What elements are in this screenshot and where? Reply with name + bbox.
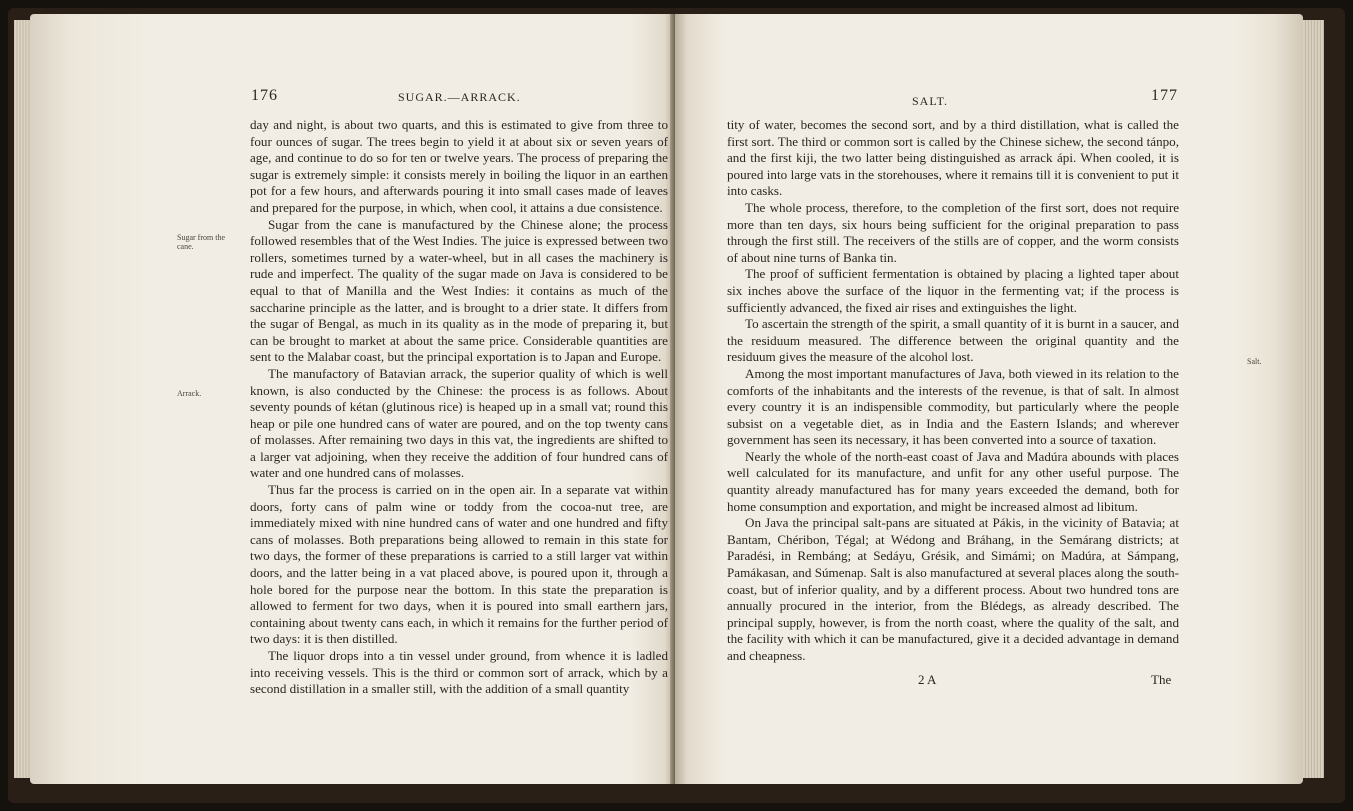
paragraph: The whole process, therefore, to the completion of the first sort, does not require more than ten days, six hours being sufficient for the original preparation to pass through the first still. The receivers of the stills are of copper, and the worm consists of about nine turns of Banka tin. [727, 199, 1179, 265]
right-body-text [727, 117, 1179, 665]
paragraph: On Java the principal salt-pans are situated at Pákis, in the vicinity of Batavia; at Bantam, Chéribon, Tégal; at Wédong and Bráhang, in the Semárang districts; at Paradési, in Rembáng; at Sedáyu, Grésik, and Simámi; on Madúra, at Sámpang, Pamákasan, and Súmenap. Salt is also manufactured at several places along the south-coast, but of inferior quality, and by a different process. About two hundred tons are annually procured in the interior, from the Blédegs, as already described. The principal supply, however, is from the north coast, where the quality of the salt, and the facility with which it can be manufactured, give it a decided advantage in demand and cheapness. [727, 515, 1179, 663]
paragraph: The liquor drops into a tin vessel under ground, from whence it is ladled into receiving vessels. This is the third or common sort of arrack, which by a second distillation in a smaller still, with the addition of a small quantity [250, 648, 668, 697]
paragraph: Among the most important manufactures of Java, both viewed in its relation to the comforts of the inhabitants and the interests of the revenue, is that of salt. In almost every country it is an indispensible commodity, but particularly where the people subsist on a vegetable diet, as in India and the Eastern Islands; and wherever government has seen its necessary, it has been converted into a source of taxation. [727, 365, 1179, 448]
margin-note-sugar: Sugar from the cane. [177, 233, 225, 251]
paragraph: The manufactory of Batavian arrack, the superior quality of which is well known, is also conducted by the Chinese: the process is as follows. About seventy pounds of kétan (glutinous rice) is heaped up in a small vat; round this heap or pile one hundred cans of water are poured, and on the top twenty cans of molasses. After remaining two days in this vat, the ingredients are shifted to a larger vat adjoining, when they receive the addition of four hundred cans of water and one hundred cans of molasses. [250, 365, 668, 481]
right-running-head: SALT. [912, 94, 949, 108]
page-edges-right [1302, 20, 1324, 778]
margin-note-arrack: Arrack. [177, 389, 202, 398]
right-page [675, 14, 1303, 784]
signature-mark: 2 A [918, 672, 937, 687]
paragraph: Thus far the process is carried on in the open air. In a separate vat within doors, forty cans of palm wine or toddy from the cocoa-nut tree, are immediately mixed with nine hundred cans of water and one hundred and fifty cans of molasses. Both preparations being allowed to remain in this state for two days, the former of these preparations is carried to a still larger vat within doors, and the latter being in a vat placed above, is poured upon it, through a hole bored for the purpose near the bottom. In this state the preparation is allowed to ferment for two days, when it is poured into small earthern jars, containing about twenty cans each, in which it remains for the further period of two days: it is then distilled. [250, 482, 668, 647]
paragraph: The proof of sufficient fermentation is obtained by placing a lighted taper about six inches above the surface of the liquor in the fermenting vat; if the process is sufficiently advanced, the fixed air rises and extinguishes the light. [727, 266, 1179, 315]
right-page-number: 177 [1151, 87, 1178, 104]
left-running-head: SUGAR.—ARRACK. [398, 90, 521, 104]
left-page [30, 14, 675, 784]
paragraph: Nearly the whole of the north-east coast of Java and Madúra abounds with places well calculated for its manufacture, and unfit for any other useful purpose. The quantity already manufactured has for many years exceeded the demand, both for home consumption and exportation, and might be increased almost ad libitum. [727, 448, 1179, 514]
left-body-text [250, 117, 668, 698]
paragraph: day and night, is about two quarts, and this is estimated to give from three to four ounces of sugar. The trees begin to yield it at about six or seven years of age, and continue to do so for ten or twelve years. The process of preparing the sugar is extremely simple: it consists merely in boiling the liquor in an earthen pot for a few hours, and afterwards pouring it into small cases made of leaves and prepared for the purpose, in which, when cool, it attains a due consistence. [250, 117, 668, 215]
paragraph: To ascertain the strength of the spirit, a small quantity of it is burnt in a saucer, and the residuum measured. The difference between the original quantity and the residuum gives the measure of the alcohol lost. [727, 316, 1179, 365]
paragraph: Sugar from the cane is manufactured by the Chinese alone; the process followed resembles that of the West Indies. The juice is expressed between two rollers, sometimes turned by a water-wheel, but in all cases the machinery is rude and imperfect. The quality of the sugar made on Java is considered to be equal to that of Manilla and the West Indies: it contains as much of the saccharine principle as the latter, and is brought to a drier state. It differs from the sugar of Bengal, as much in its quality as in the mode of preparing it, but can be brought to market at about the same price. Considerable quantities are sent to the Malabar coast, but the principal exportation is to Japan and Europe. [250, 216, 668, 365]
margin-note-salt: Salt. [1247, 357, 1262, 366]
paragraph: tity of water, becomes the second sort, and by a third distillation, what is called the first sort. The third or common sort is called by the Chinese sichew, the second tánpo, and the first kiji, the two latter being distinguished as arrack ápi. When cooled, it is poured into large vats in the storehouses, where it remains till it is convenient to put it into casks. [727, 117, 1179, 199]
left-page-number: 176 [251, 87, 278, 104]
catchword: The [1151, 672, 1172, 687]
